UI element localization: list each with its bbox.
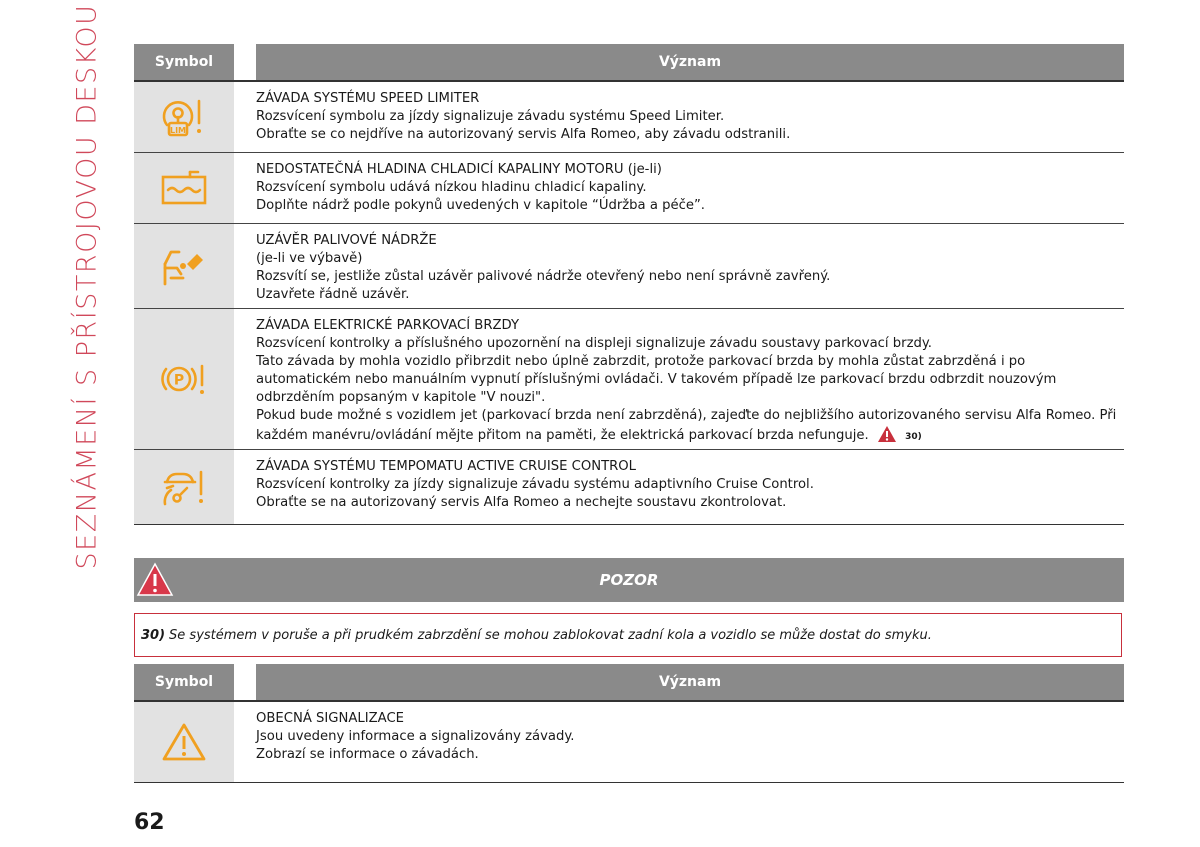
side-section-title: SEZNÁMENÍ S PŘÍSTROJOVOU DESKOU: [71, 3, 103, 569]
warning-title: POZOR: [599, 571, 659, 589]
row-title: ZÁVADA SYSTÉMU TEMPOMATU ACTIVE CRUISE CONTROL: [256, 459, 637, 474]
warning-note: [134, 613, 1122, 657]
speed-limiter-warning-icon: [159, 95, 209, 139]
warning-triangle-icon: [136, 561, 174, 599]
symbol-table-1: [134, 44, 1124, 525]
footnote-ref[interactable]: 30): [905, 432, 922, 442]
svg-text:LIM: LIM: [169, 126, 187, 135]
warning-header: [134, 558, 1124, 602]
row-title: ZÁVADA SYSTÉMU SPEED LIMITER: [256, 91, 480, 106]
table-header: [134, 44, 1124, 80]
header-symbol: Symbol: [134, 664, 234, 700]
row-title: ZÁVADA ELEKTRICKÉ PARKOVACÍ BRZDY: [256, 318, 520, 333]
coolant-level-icon: [160, 170, 208, 206]
header-symbol: Symbol: [134, 44, 234, 80]
table-row: P ZÁVADA ELEKTRICKÉ PARKOVACÍ BRZDY Rozsvícení kontrolky a příslušného upozornění na displeji signalizuje závadu soustavy parkovací brzdy. Tato závada by mohla vozidlo přibrzdit nebo úplně zabrzdit, protože parkovací brzda by mohla zůstat zabrzděná i po automatickém nebo manuálním vypnutí příslušnými ovládači. V takovém případě lze parkovací brzdu odbrzdit nouzovým odbrzděním popsaným v kapitole "V nouzi". Pokud bude možné s vozidlem jet (parkovací brzda není zabrzděná), zajeďte do nejbližšího autorizovaného servisu Alfa Romeo. Při každém manévru/ovládání mějte přitom na paměti, že elektrická parkovací brzda nefunguje. 30): [134, 309, 1124, 450]
table-header: [134, 664, 1124, 700]
active-cruise-control-fault-icon: [159, 466, 209, 508]
warning-triangle-icon: [877, 425, 897, 443]
table-row: ZÁVADA SYSTÉMU TEMPOMATU ACTIVE CRUISE CONTROL Rozsvícení kontrolky za jízdy signalizuje závadu systému adaptivního Cruise Control. Obraťte se na autorizovaný servis Alfa Romeo a nechejte soustavu zkontrolovat.: [134, 450, 1124, 525]
fuel-cap-icon: [161, 244, 207, 288]
row-title: UZÁVĚR PALIVOVÉ NÁDRŽE: [256, 233, 437, 248]
row-title: OBECNÁ SIGNALIZACE: [256, 711, 405, 726]
general-warning-icon: [161, 721, 207, 763]
table-row: OBECNÁ SIGNALIZACE Jsou uvedeny informace a signalizovány závady. Zobrazí se informace o závadách.: [134, 702, 1124, 783]
symbol-table-2: [134, 664, 1124, 783]
table-row: LIM ZÁVADA SYSTÉMU SPEED LIMITER Rozsvícení symbolu za jízdy signalizuje závadu systému Speed Limiter. Obraťte se co nejdříve na autorizovaný servis Alfa Romeo, aby závadu odstranili.: [134, 82, 1124, 153]
row-title: NEDOSTATEČNÁ HLADINA CHLADICÍ KAPALINY MOTORU (je-li): [256, 162, 662, 177]
page-number: 62: [134, 810, 165, 835]
header-meaning: Význam: [256, 44, 1124, 80]
table-row: UZÁVĚR PALIVOVÉ NÁDRŽE (je-li ve výbavě) Rozsvítí se, jestliže zůstal uzávěr palivové nádrže otevřený nebo není správně zavřený. Uzavřete řádně uzávěr.: [134, 224, 1124, 309]
header-meaning: Význam: [256, 664, 1124, 700]
warning-note-text: Se systémem v poruše a při prudkém zabrzdění se mohou zablokovat zadní kola a vozidlo se může dostat do smyku.: [169, 627, 932, 643]
svg-text:P: P: [173, 372, 185, 389]
parking-brake-fault-icon: [159, 361, 209, 397]
warning-note-number: 30): [141, 627, 166, 643]
table-row: NEDOSTATEČNÁ HLADINA CHLADICÍ KAPALINY MOTORU (je-li) Rozsvícení symbolu udává nízkou hladinu chladicí kapaliny. Doplňte nádrž podle pokynů uvedených v kapitole “Údržba a péče”.: [134, 153, 1124, 224]
